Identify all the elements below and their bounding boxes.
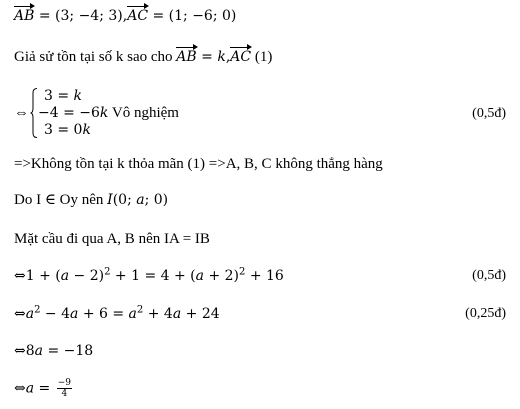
point-i-text: Do I ∈ Oy nên <box>14 192 108 208</box>
equivalence-arrow: ⇔ <box>14 380 26 397</box>
sphere-line: Mặt cầu đi qua A, B nên IA = IB <box>14 231 210 247</box>
a-symbol: a <box>70 306 79 322</box>
comma: , <box>225 49 231 65</box>
eq-part: − 2) <box>69 268 105 284</box>
equation-line-2 <box>14 305 220 323</box>
fraction-numerator: −9 <box>57 378 72 388</box>
equation-line-1 <box>14 267 284 285</box>
score-label: (0,5đ) <box>472 106 506 121</box>
coords-open: (0; <box>112 192 137 208</box>
fraction <box>57 378 72 399</box>
row-2-text: −4 = −6 <box>38 105 100 121</box>
eq-part: − 4 <box>40 306 71 322</box>
eq-part: + 4 <box>143 306 173 322</box>
a-symbol: a <box>25 306 35 322</box>
equation-line-4 <box>14 378 72 399</box>
equation-number: (1) <box>251 49 273 65</box>
equivalence-arrow: ⇔ <box>14 105 29 121</box>
exponent: 2 <box>104 266 111 278</box>
k-symbol: k <box>217 49 226 65</box>
vector-ac: AC <box>230 49 252 65</box>
eq-part: + 1 = 4 + ( <box>110 268 196 284</box>
a-symbol: a <box>60 268 70 284</box>
eq-part: = −18 <box>43 343 94 359</box>
coords-close: ; 0) <box>144 192 169 208</box>
score-label: (0,25đ) <box>465 306 506 321</box>
assumption-line <box>14 48 272 66</box>
k-symbol: k <box>73 88 83 104</box>
eq-part: + 6 = <box>78 306 129 322</box>
a-symbol: a <box>25 380 35 397</box>
vector-ab: AB <box>14 8 35 24</box>
equation-line-3 <box>14 342 93 360</box>
row-3-text: 3 = 0 <box>44 122 83 138</box>
a-symbol: a <box>195 268 204 284</box>
equivalence-arrow: ⇔ <box>14 306 26 322</box>
a-symbol: a <box>172 306 182 322</box>
eq-part: ⇔8 <box>14 343 35 359</box>
left-brace-icon <box>30 88 38 138</box>
a-symbol: a <box>136 192 145 208</box>
a-symbol: a <box>34 343 43 359</box>
vector-ac: AC <box>127 8 149 24</box>
equals-sign: = <box>196 49 218 65</box>
a-symbol: a <box>128 306 137 322</box>
assumption-text: Giả sử tồn tại số k sao cho <box>14 49 177 65</box>
i-symbol: I <box>107 192 113 208</box>
fraction-denominator: 4 <box>61 389 68 399</box>
k-symbol: k <box>82 122 91 138</box>
k-symbol: k <box>99 105 109 121</box>
exponent: 2 <box>239 266 246 278</box>
system-row-2 <box>38 105 179 122</box>
vector-ab-value: = (3; −4; 3), <box>34 8 128 24</box>
system-row-1 <box>44 88 82 104</box>
eq-part: + 16 <box>245 268 284 284</box>
vector-ab: AB <box>176 49 197 65</box>
conclusion-line: =>Không tồn tại k thỏa mãn (1) =>A, B, C không thẳng hàng <box>14 156 383 172</box>
point-i-line <box>14 191 168 209</box>
eq-part: ⇔1 + ( <box>14 268 61 284</box>
vector-ac-value: = (1; −6; 0) <box>148 8 237 24</box>
system-row-3 <box>44 122 91 138</box>
score-label: (0,5đ) <box>472 268 506 283</box>
eq-part: + 24 <box>181 306 220 322</box>
eq-part: + 2) <box>204 268 239 284</box>
exponent: 2 <box>136 304 144 316</box>
equals-sign: = <box>34 380 55 397</box>
vector-line <box>14 7 236 25</box>
row-1-text: 3 = <box>44 88 74 104</box>
exponent: 2 <box>34 304 41 316</box>
no-solution-text: Vô nghiệm <box>108 105 179 121</box>
